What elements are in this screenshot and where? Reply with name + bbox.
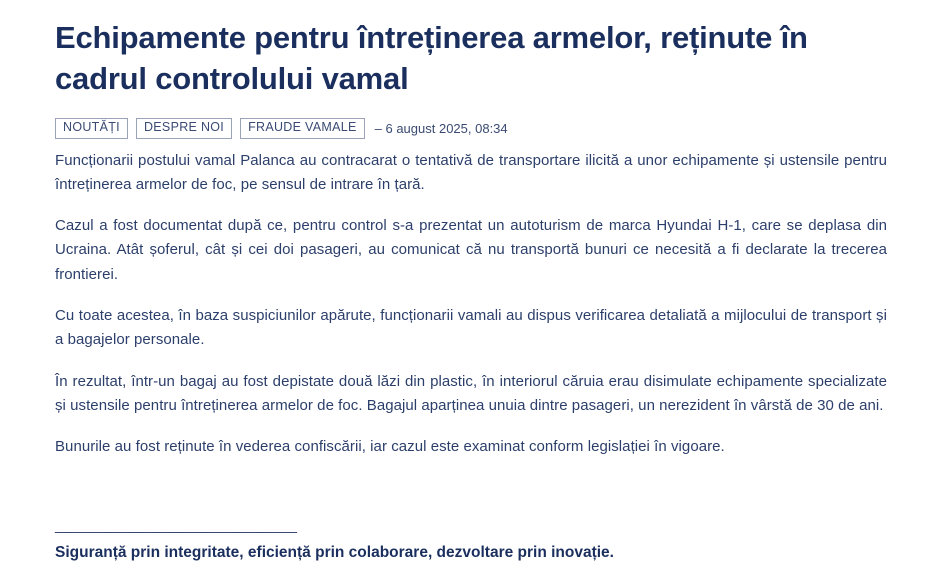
article-meta <box>55 118 889 139</box>
tag-fraude-vamale[interactable]: FRAUDE VAMALE <box>240 118 365 139</box>
article-footer <box>55 518 889 564</box>
divider: _____________________________ <box>55 516 297 534</box>
paragraph: Funcționarii postului vamal Palanca au contracarat o tentativă de transportare ilicită a unor echipamente și ustensile pentru întreținerea armelor de foc, pe sensul de intrare în țară. <box>55 151 887 193</box>
paragraph: Bunurile au fost reținute în vederea confiscării, iar cazul este examinat conform legislației în vigoare. <box>55 438 725 456</box>
article-body <box>55 149 889 460</box>
paragraph: Cazul a fost documentat după ce, pentru control s-a prezentat un autoturism de marca Hyundai H-1, care se deplasa din Ucraina. Atât șoferul, cât și cei doi pasageri, au comunicat că nu transportă bunuri ce necesită a fi declarate la trecerea frontierei. <box>55 217 887 283</box>
paragraph: Cu toate acestea, în baza suspiciunilor apărute, funcționarii vamali au dispus verificarea detaliată a mijlocului de transport și a bagajelor personale. <box>55 307 887 349</box>
footer-slogan: Siguranță prin integritate, eficiență prin colaborare, dezvoltare prin inovație. <box>55 543 614 561</box>
paragraph: În rezultat, într-un bagaj au fost depistate două lăzi din plastic, în interiorul căruia erau disimulate echipamente specializate și ustensile pentru întreținerea armelor de foc. Bagajul aparținea unuia dintre pasageri, un nerezident în vârstă de 30 de ani. <box>55 372 887 414</box>
page-title: Echipamente pentru întreținerea armelor, reținute în cadrul controlului vamal <box>55 20 808 96</box>
publish-date: – 6 august 2025, 08:34 <box>374 120 508 136</box>
tag-despre-noi[interactable]: DESPRE NOI <box>136 118 232 139</box>
tag-noutati[interactable]: NOUTĂȚI <box>55 118 128 139</box>
